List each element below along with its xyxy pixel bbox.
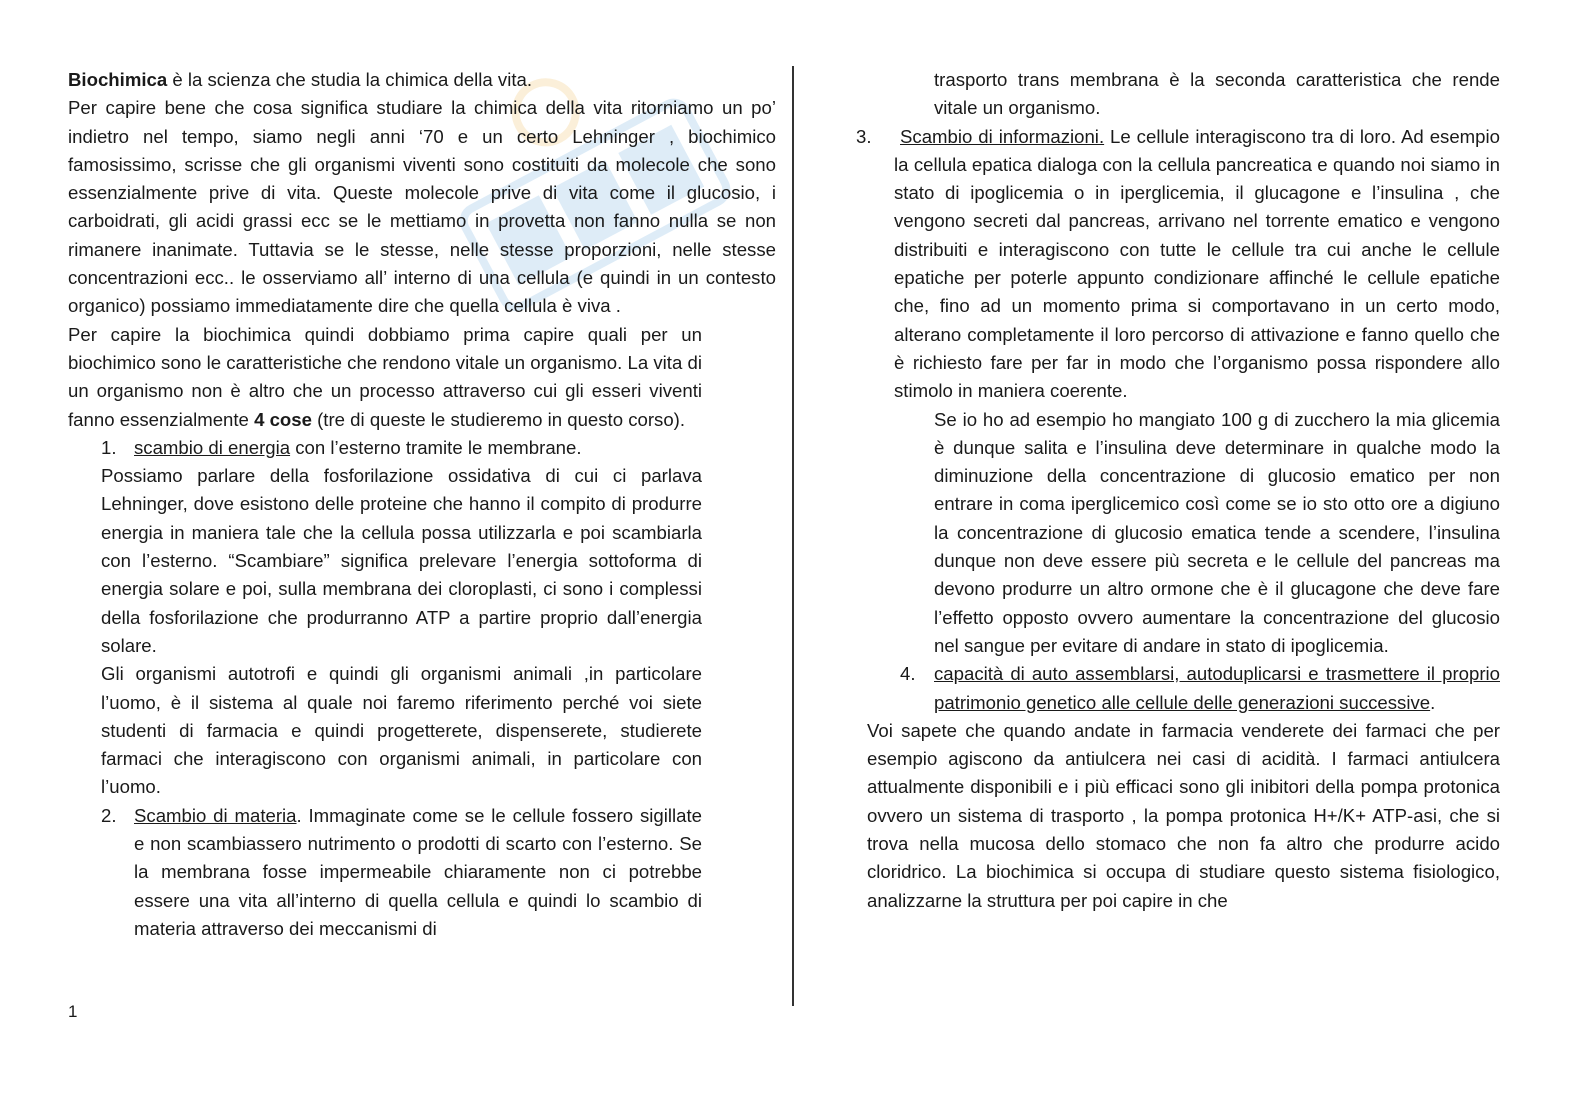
list-item-1-number: 1.: [101, 436, 117, 458]
list-item-3: [858, 123, 1512, 406]
list-item-4: [900, 660, 1500, 717]
list-item-3-rest: Le cellule interagiscono tra di loro. Ad esempio la cellula epatica dialoga con la cellula pancreatica e quando noi siamo in stato di ipoglicemia o in iperglicemia, il glucagone e l’insulina , che vengono secreti dal pancreas, arrivano nel torrente ematico e vengono distribuiti e interagiscono con tutte le cellule tra cui anche le cellule epatiche per poterle appunto condizionare affinché le cellule epatiche che, fino ad un momento prima si comportavano in un certo modo, alterano completamente il loro percorso di attivazione e fanno quello che è richiesto fare per far in modo che l’organismo possa rispondere allo stimolo in maniera coerente.: [894, 125, 1500, 402]
list-item-3-text: [894, 123, 1500, 406]
intro-title-rest: è la scienza che studia la chimica della vita.: [167, 69, 533, 90]
paragraph-2: [68, 321, 702, 434]
list-item-2-number: 2.: [101, 804, 117, 826]
left-column: [68, 66, 776, 943]
paragraph-2-text-a: Per capire la biochimica quindi dobbiamo prima capire quali per un biochimico sono le caratteristiche che rendono vitale un organismo. La vita di un organismo non è altro che un processo attraverso cui gli esseri viventi fanno essenzialmente: [68, 323, 702, 430]
list-item-3-number: 3.: [856, 125, 872, 147]
list-item-2-text: [101, 802, 702, 943]
list-item-1-title: scambio di energia: [134, 436, 291, 458]
page-number: 1: [68, 1002, 78, 1021]
final-paragraph: Voi sapete che quando andate in farmacia venderete dei farmaci che per esempio agiscono da antiulcera nei casi di acidità. I farmaci antiulcera attualmente disponibili e i più efficaci sono gli inibitori della pompa protonica ovvero un sistema di trasporto , la pompa protonica H+/K+ ATP-asi, che si trova nella mucosa dello stomaco che non fa altro che produrre acido cloridrico. La biochimica si occupa di studiare questo sistema fisiologico, analizzarne la struttura per poi capire in che: [867, 719, 1500, 911]
paragraph-2-text-c: (tre di queste le studieremo in questo corso).: [311, 408, 686, 430]
list-item-4-text: [900, 660, 1500, 717]
list-item-2-rest: . Immaginate come se le cellule fossero sigillate e non scambiassero nutrimento o prodotti di scarto con l’esterno. Se la membrana fosse impermeabile chiaramente non ci potrebbe essere una vita all’interno di quella cellula e quindi lo scambio di materia attraverso dei meccanismi di: [134, 804, 702, 939]
list-item-2: [101, 802, 702, 943]
intro-line: [68, 66, 776, 94]
list-item-2-title: Scambio di materia: [134, 804, 297, 826]
column-divider: [792, 66, 794, 1006]
list-item-1-paragraph-1: Possiamo parlare della fosforilazione ossidativa di cui ci parlava Lehninger, dove esistono delle proteine che hanno il compito di produrre energia in maniera tale che la cellula possa utilizzarla e poi scambiarla con l’esterno. “Scambiare” significa prelevare l’energia sottoforma di energia solare e poi, sulla membrana dei cloroplasti, ci sono i complessi della fosforilazione che produrranno ATP a partire proprio dall’energia solare.: [101, 465, 702, 656]
list-item-1-heading: [101, 434, 701, 462]
list-item-1-rest: con l’esterno tramite le membrane.: [290, 436, 582, 458]
list-item-1: [101, 434, 701, 462]
intro-title: Biochimica: [68, 69, 168, 90]
list-item-4-number: 4.: [900, 663, 916, 685]
list-item-1-paragraph-2: Gli organismi autotrofi e quindi gli organismi animali ,in particolare l’uomo, è il sistema al quale noi faremo riferimento perché voi siete studenti di farmacia e quindi progetterete, dispenserete, studierete farmaci che interagiscono con organismi animali, in particolare con l’uomo.: [101, 663, 702, 798]
list-item-3-paragraph-2: Se io ho ad esempio ho mangiato 100 g di zucchero la mia glicemia è dunque salita e l’insulina deve determinare in qualche modo la diminuzione della concentrazione di glucosio ematico per non entrare in coma iperglicemico così come se io sto otto ore a digiuno la concentrazione di glucosio ematica tende a scendere, l’insulina dunque non deve essere più secreta e le cellule del pancreas ma devono produrre un altro ormone che è il glucagone che deve fare l’effetto opposto ovvero aumentare la concentrazione del glucosio nel sangue per evitare di andare in stato di ipoglicemia.: [934, 408, 1500, 656]
list-item-4-rest: .: [1430, 691, 1436, 713]
four-things-bold: 4 cose: [254, 408, 312, 430]
item-2-continuation: trasporto trans membrana è la seconda caratteristica che rende vitale un organismo.: [934, 69, 1500, 119]
right-column: [858, 66, 1512, 915]
list-item-4-title: capacità di auto assemblarsi, autoduplicarsi e trasmettere il proprio patrimonio genetico alle cellule delle generazioni successive: [934, 663, 1500, 713]
paragraph-1: Per capire bene che cosa significa studiare la chimica della vita ritorniamo un po’ indietro nel tempo, siamo negli anni ‘70 e un certo Lehninger , biochimico famosissimo, scrisse che gli organismi viventi sono costituiti da molecole che sono essenzialmente prive di vita. Queste molecole prive di vita come il glucosio, i carboidrati, gli acidi grassi ecc se le mettiamo in provetta non fanno nulla se non rimanere inanimate. Tuttavia se le stesse, nelle stesse proporzioni, nelle stesse concentrazioni ecc.. le osserviamo all’ interno di una cellula (e quindi in un contesto organico) possiamo immediatamente dire che quella cellula è viva .: [68, 97, 776, 317]
list-item-3-title: Scambio di informazioni.: [900, 125, 1105, 147]
